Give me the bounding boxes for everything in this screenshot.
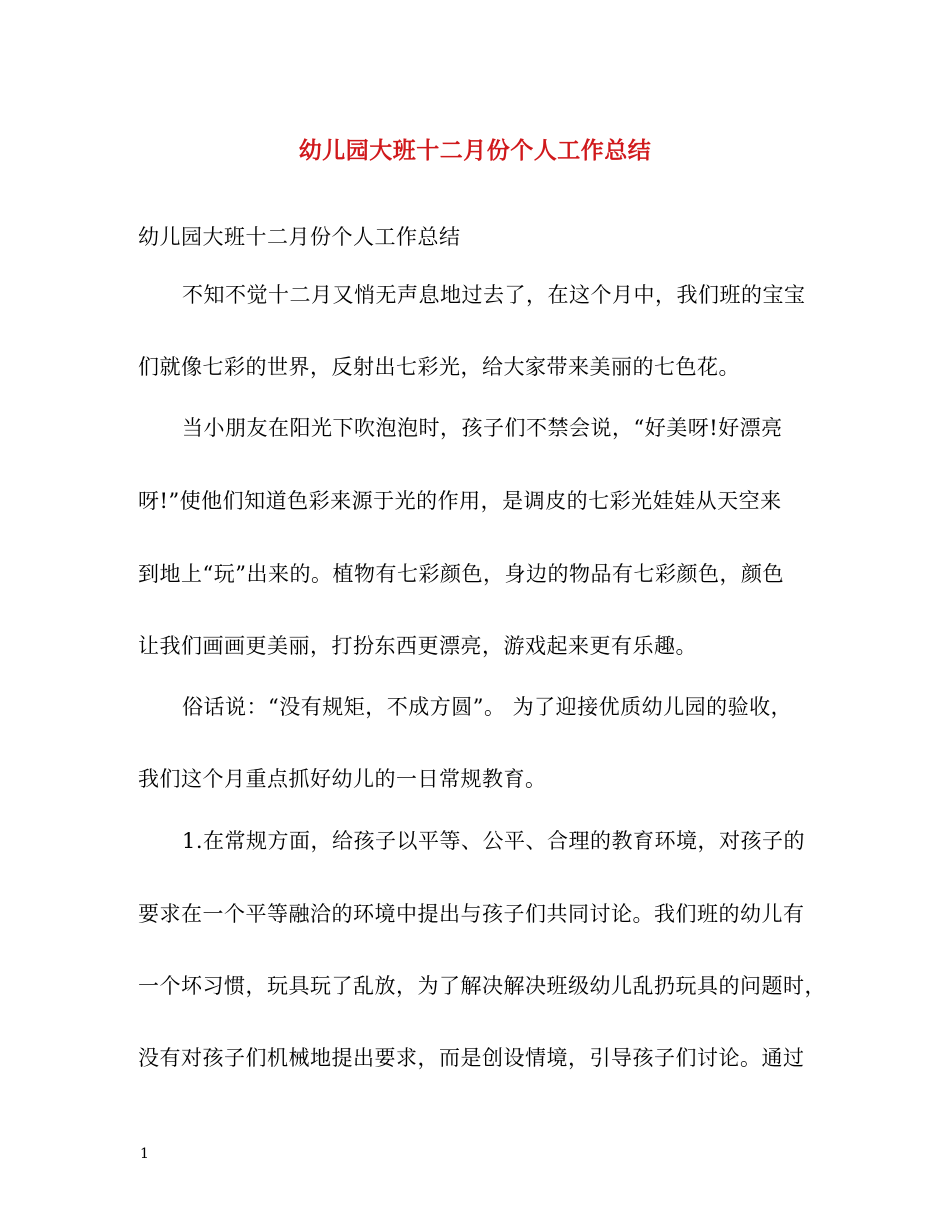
document-title: 幼儿园大班十二月份个人工作总结: [298, 137, 652, 164]
body-line: 一个坏习惯，玩具玩了乱放，为了解决解决班级幼儿乱扔玩具的问题时，: [138, 974, 826, 998]
body-line: 没有对孩子们机械地提出要求，而是创设情境，引导孩子们讨论。通过: [138, 1046, 805, 1070]
body-line: 不知不觉十二月又悄无声息地过去了，在这个月中，我们班的宝宝: [182, 283, 806, 307]
body-line: 呀!”使他们知道色彩来源于光的作用，是调皮的七彩光娃娃从天空来: [138, 489, 782, 513]
body-line: 要求在一个平等融洽的环境中提出与孩子们共同讨论。我们班的幼儿有: [138, 902, 805, 926]
body-line: 到地上“玩”出来的。植物有七彩颜色，身边的物品有七彩颜色，颜色: [138, 562, 784, 586]
body-line: 们就像七彩的世界，反射出七彩光，给大家带来美丽的七色花。: [138, 355, 740, 379]
body-line: 让我们画画更美丽，打扮东西更漂亮，游戏起来更有乐趣。: [138, 634, 697, 658]
page-number: 1: [140, 1146, 149, 1162]
body-line: 俗话说：“没有规矩，不成方圆”。 为了迎接优质幼儿园的验收，: [182, 695, 793, 719]
body-line: 当小朋友在阳光下吹泡泡时，孩子们不禁会说，“好美呀!好漂亮: [182, 416, 783, 440]
body-line: 我们这个月重点抓好幼儿的一日常规教育。: [138, 767, 547, 791]
body-line: 幼儿园大班十二月份个人工作总结: [138, 225, 461, 249]
body-line: 1.在常规方面，给孩子以平等、公平、合理的教育环境，对孩子的: [182, 829, 806, 853]
